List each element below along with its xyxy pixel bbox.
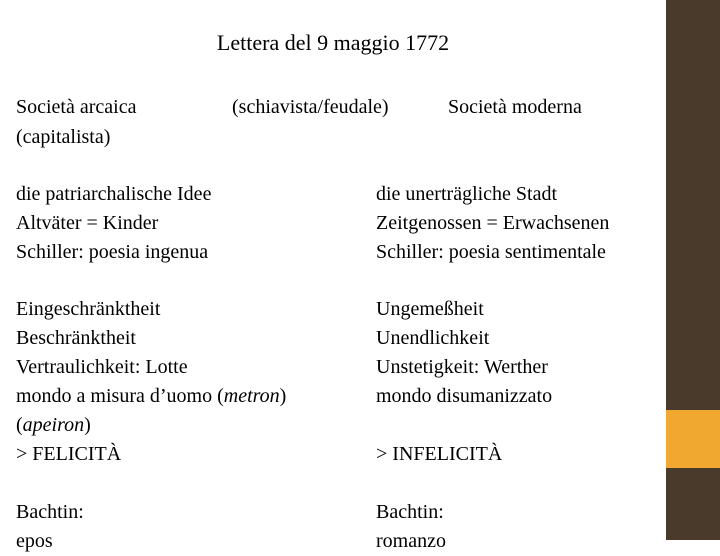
header-left-sub: (capitalista): [16, 126, 111, 148]
left-line-10: > FELICITÀ: [16, 443, 122, 465]
sidebar-accent-block: [666, 410, 720, 468]
header-left-label: Società arcaica: [16, 96, 137, 118]
left-line-12: Bachtin:: [16, 501, 84, 523]
left-line-8: mondo a misura d’uomo (metron): [16, 385, 287, 407]
left-line-2: Altväter = Kinder: [16, 212, 159, 234]
right-line-12: Bachtin:: [376, 501, 444, 523]
left-line-5: Eingeschränktheit: [16, 298, 161, 320]
left-line-1: die patriarchalische Idee: [16, 183, 212, 205]
left-line-13: epos: [16, 530, 53, 552]
left-line-7: Vertraulichkeit: Lotte: [16, 356, 188, 378]
right-line-5: Ungemeßheit: [376, 298, 484, 320]
right-line-10: > INFELICITÀ: [376, 443, 503, 465]
right-line-13: romanzo: [376, 530, 446, 552]
right-line-2: Zeitgenossen = Erwachsenen: [376, 212, 610, 234]
left-line-9: (apeiron): [16, 414, 91, 436]
header-left: [16, 92, 136, 152]
header-middle: (schiavista/feudale): [232, 96, 389, 118]
right-line-8: mondo disumanizzato: [376, 385, 553, 407]
left-line-6: Beschränktheit: [16, 327, 136, 349]
right-line-3: Schiller: poesia sentimentale: [376, 241, 606, 263]
right-line-1: die unerträgliche Stadt: [376, 183, 558, 205]
header-right: Società moderna: [448, 96, 582, 118]
slide-title: Lettera del 9 maggio 1772: [216, 30, 450, 55]
right-line-6: Unendlichkeit: [376, 327, 490, 349]
right-line-7: Unstetigkeit: Werther: [376, 356, 548, 378]
left-line-3: Schiller: poesia ingenua: [16, 241, 209, 263]
